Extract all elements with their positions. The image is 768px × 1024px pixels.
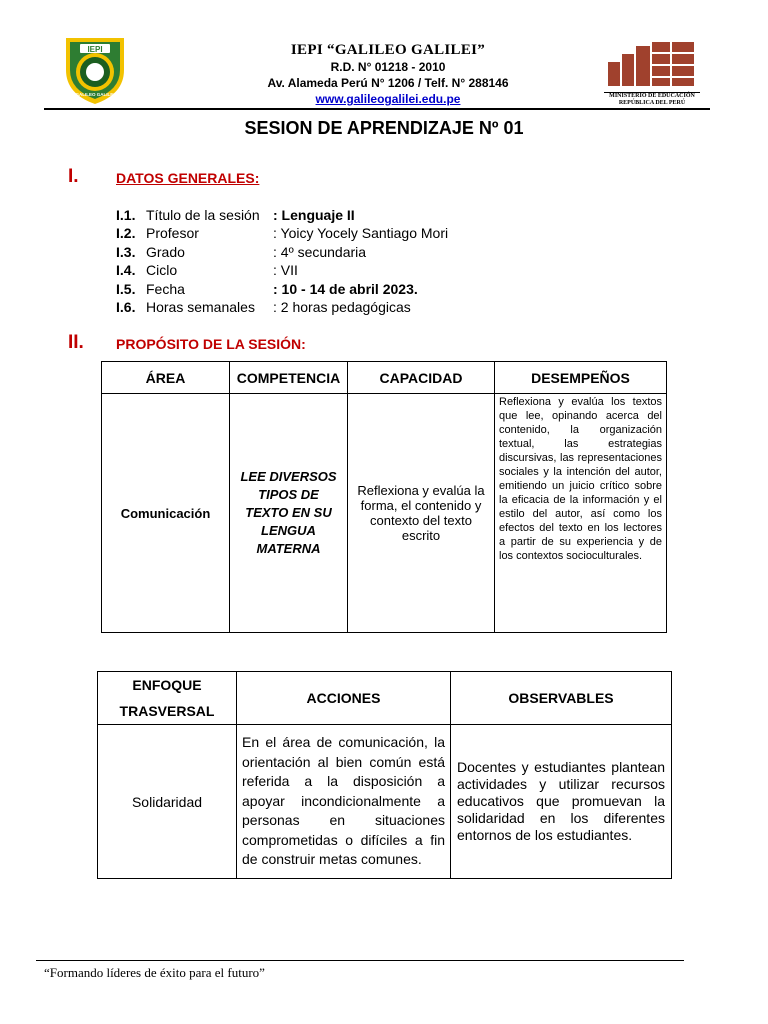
school-crest-logo bbox=[58, 32, 132, 106]
section2-number: II. bbox=[68, 332, 84, 353]
crest-text: IEPI bbox=[87, 45, 103, 54]
header-competencia: COMPETENCIA bbox=[230, 362, 348, 394]
crest-ring-text: GALILEO GALILEI bbox=[75, 92, 115, 97]
cell-area: Comunicación bbox=[102, 394, 230, 633]
ministry-line1: MINISTERIO DE EDUCACIÓN bbox=[609, 93, 695, 99]
general-data-row: I.4. Ciclo : VII bbox=[116, 262, 298, 279]
table-row bbox=[102, 394, 667, 633]
header-area: ÁREA bbox=[102, 362, 230, 394]
cell-observables: Docentes y estudiantes plantean actividades y utilizar recursos educativos que promuevan la solidaridad en los diferentes entornos de los estudiantes. bbox=[451, 725, 672, 879]
ministry-line2: REPÚBLICA DEL PERÚ bbox=[618, 100, 686, 106]
general-data-list bbox=[116, 206, 448, 316]
page-title: SESION DE APRENDIZAJE Nº 01 bbox=[244, 118, 524, 138]
transversal-table bbox=[97, 671, 672, 879]
ministry-logo bbox=[604, 40, 700, 108]
general-data-row: I.5. Fecha : 10 - 14 de abril 2023. bbox=[116, 280, 418, 297]
cell-enfoque: Solidaridad bbox=[98, 725, 237, 879]
general-data-row: I.6. Horas semanales : 2 horas pedagógicas bbox=[116, 299, 411, 316]
header-desempenos: DESEMPEÑOS bbox=[495, 362, 667, 394]
table-row bbox=[98, 725, 672, 879]
section2-title: PROPÓSITO DE LA SESIÓN: bbox=[116, 336, 306, 352]
cell-acciones: En el área de comunicación, la orientación al bien común está referida a la disposición a apoyar incondicionalmente a personas en situaciones comprometidas o difíciles a fin de construir metas comunes. bbox=[237, 725, 451, 879]
section1-number: I. bbox=[68, 166, 79, 187]
school-website-link[interactable]: www.galileogalilei.edu.pe bbox=[315, 92, 461, 106]
cell-capacidad: Reflexiona y evalúa la forma, el contenido y contexto del texto escrito bbox=[348, 394, 495, 633]
school-name: IEPI “GALILEO GALILEI” bbox=[290, 42, 486, 58]
footer-motto: “Formando líderes de éxito para el futuro” bbox=[44, 965, 265, 980]
general-data-row: I.1. Título de la sesión : Lenguaje II bbox=[116, 207, 355, 223]
purpose-table bbox=[101, 361, 667, 633]
resolution-number: R.D. N° 01218 - 2010 bbox=[330, 60, 446, 74]
table-header-row bbox=[102, 362, 667, 394]
general-data-row: I.2. Profesor : Yoicy Yocely Santiago Mori bbox=[116, 225, 449, 242]
school-address: Av. Alameda Perú N° 1206 / Telf. N° 288146 bbox=[267, 76, 509, 90]
header-divider bbox=[44, 108, 710, 110]
cell-desempenos: Reflexiona y evalúa los textos que lee, opinando acerca del contenido, la organización textual, las estrategias discursivas, las representaciones sociales y la intención del autor, emitiendo un juicio crítico sobre la eficacia de la información y el estilo del autor, así como los efectos del texto en los lectores a partir de su experiencia y de los contextos socioculturales. bbox=[495, 394, 667, 633]
table-header-row bbox=[98, 672, 672, 725]
header-acciones: ACCIONES bbox=[237, 672, 451, 725]
general-data-row: I.3. Grado : 4º secundaria bbox=[116, 243, 367, 260]
school-header bbox=[220, 42, 556, 107]
cell-competencia: LEE DIVERSOS TIPOS DE TEXTO EN SU LENGUA MATERNA bbox=[230, 394, 348, 633]
header-enfoque: ENFOQUE TRASVERSAL bbox=[98, 672, 237, 725]
footer-divider bbox=[36, 960, 684, 961]
header-observables: OBSERVABLES bbox=[451, 672, 672, 725]
section1-title: DATOS GENERALES: bbox=[116, 170, 260, 186]
header-capacidad: CAPACIDAD bbox=[348, 362, 495, 394]
